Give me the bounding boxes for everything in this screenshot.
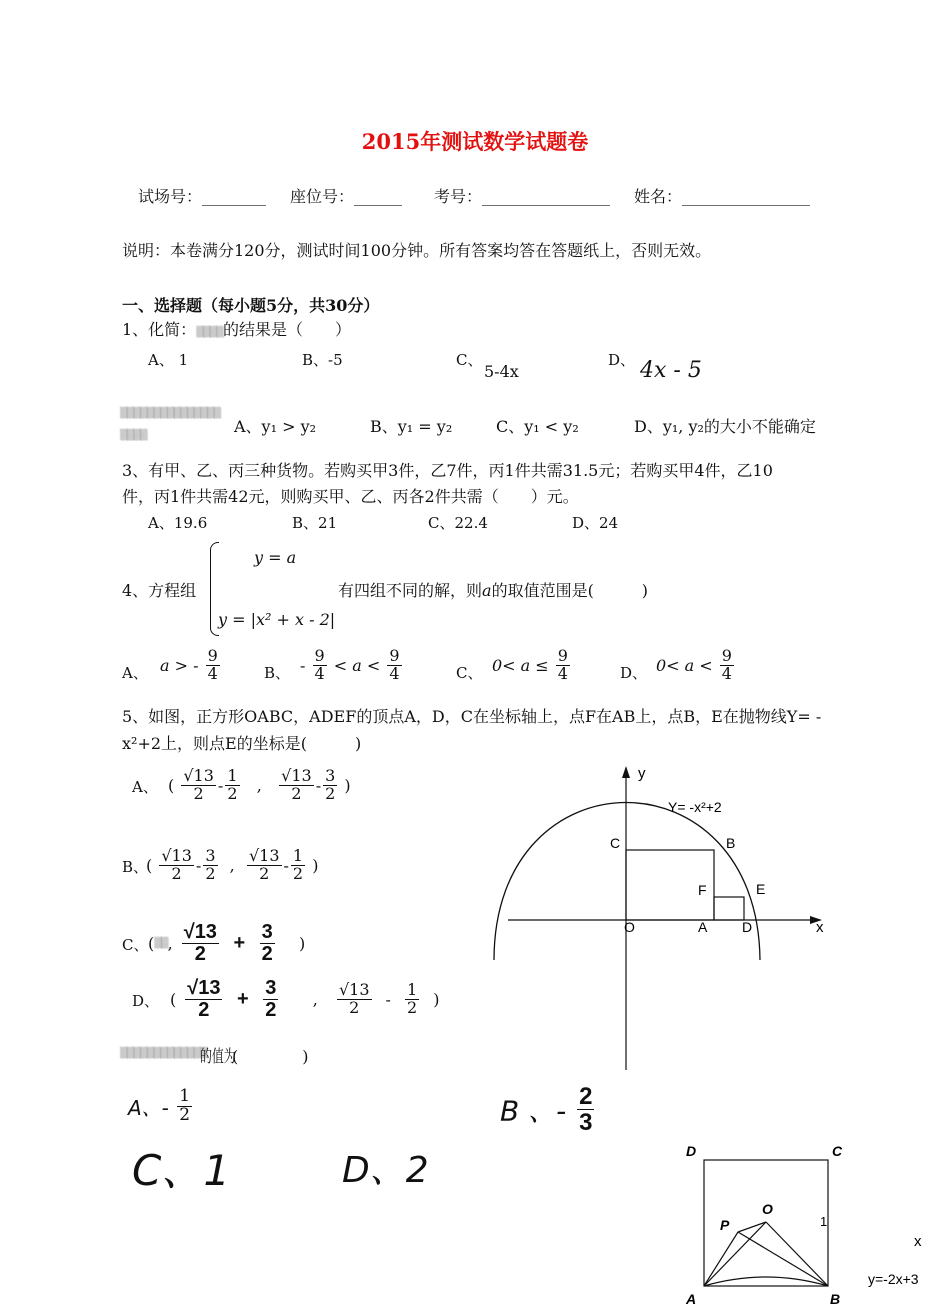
q2-option-c: C、y₁ < y₂ (496, 417, 579, 436)
q5-a-num2: 1 (227, 766, 238, 785)
exam-no-field: 考号：________________ (434, 187, 611, 206)
q4-eq2: y = |x² + x - 2| (218, 610, 336, 629)
point-a: A (698, 919, 708, 935)
point-o: O (624, 919, 635, 935)
square-adef (714, 897, 744, 920)
q3-line2: 件，丙1件共需42元，则购买甲、乙、丙各2件共需（ ）元。 (122, 487, 579, 506)
square-figure (676, 1140, 950, 1316)
label-one: 1 (820, 1214, 828, 1229)
q4-b-mid: < a < (333, 655, 381, 675)
q4-c-den: 4 (557, 663, 568, 683)
q6-option-a (128, 1088, 194, 1125)
q6-b-label: B 、- (500, 1094, 567, 1128)
q5-b-den2: 2 (205, 863, 216, 883)
q1-stem-pre: 1、化简： (122, 320, 197, 339)
q4-condition (338, 578, 648, 601)
q4-b-den2: 4 (389, 663, 400, 683)
label-b: B (830, 1291, 841, 1307)
q4-a-den: 4 (207, 663, 218, 683)
q5-option-c: (▒▒, $\frac{√13}{2}$ + $\frac{3}{2}$ ) (148, 921, 306, 965)
point-b: B (726, 835, 736, 851)
q6-option-b (500, 1084, 596, 1135)
label-p: P (720, 1217, 730, 1233)
q5-b-num4: 1 (292, 846, 304, 865)
point-e: E (756, 881, 766, 897)
q6-option-c: C、1 (132, 1146, 231, 1195)
q5-a-den3: 2 (291, 783, 302, 803)
q4-c-expr: 0< a ≤ (492, 655, 549, 675)
q5-d-sqrt1: √13 (187, 977, 221, 999)
q4-a-frac (206, 648, 220, 683)
q5-a-num4: 3 (325, 766, 336, 785)
q5-d-den2: 2 (265, 999, 277, 1021)
q5-d-num4: 1 (407, 980, 418, 1000)
q1-option-d-label: D、 (608, 351, 636, 369)
q2-option-a: A、y₁ > y₂ (234, 417, 317, 436)
q4-b-frac2 (387, 648, 401, 683)
q4-eq1: y = a (254, 548, 297, 567)
q5-c-blurred-frac: ▒▒ (154, 938, 168, 949)
q1-option-c-value: 5-4x (484, 362, 519, 381)
q5-c-den1: 2 (194, 943, 206, 965)
q5-a-den2: 2 (227, 783, 238, 803)
q1-option-c-label: C、 (456, 351, 483, 369)
q5-b-den3: 2 (259, 863, 270, 883)
q5-option-d-label: D、 (132, 992, 160, 1010)
q2-option-b: B、y₁ = y₂ (370, 417, 453, 436)
q5-b-sqrt1: √13 (161, 846, 192, 865)
q5-b-den4: 2 (292, 863, 304, 883)
q5-option-b: ( $\frac{√13}{2}$ - $\frac{3}{2}$ , $\frac{√13}{2}$ - $\frac{1}{2}$ ) (146, 846, 319, 883)
q5-line2: x²+2上，则点E的坐标是( ) (122, 734, 362, 753)
q6-a-label: A、- (128, 1095, 169, 1120)
room-field: 试场号：________ (138, 187, 267, 206)
q3-option-b: B、21 (292, 514, 338, 532)
parabola-curve (494, 803, 760, 961)
q4-d-den: 4 (721, 663, 732, 683)
q5-a-sqrt2: √13 (281, 766, 312, 785)
arc-ab (704, 1277, 828, 1286)
q1-option-b: B、-5 (302, 351, 343, 369)
q4-label: 4、方程组 (122, 581, 197, 600)
q5-a-den4: 2 (325, 783, 336, 803)
x-axis-label: x (816, 919, 824, 936)
q4-b-frac1 (313, 648, 327, 683)
label-line-eq: y=-2x+3 (868, 1271, 919, 1287)
section-heading: 一、选择题（每小题5分，共30分） (122, 296, 380, 315)
q5-b-den1: 2 (171, 863, 182, 883)
q5-d-sqrt2: √13 (338, 980, 370, 1000)
q5-c-den2: 2 (261, 943, 273, 965)
name-field: 姓名：________________ (634, 187, 811, 206)
q5-b-sqrt2: √13 (248, 846, 280, 865)
q4-b-num1: 9 (314, 646, 325, 665)
y-axis-label: y (638, 765, 646, 782)
q3-option-c: C、22.4 (428, 514, 488, 532)
label-o: O (762, 1201, 773, 1217)
q6-option-d: D、2 (342, 1150, 429, 1191)
q6-a-den: 2 (179, 1104, 191, 1125)
q4-a-expr: a > - (160, 655, 199, 675)
label-c: C (832, 1143, 843, 1159)
q5-d-den4: 2 (407, 998, 418, 1017)
q5-a-den1: 2 (193, 783, 204, 803)
point-d: D (742, 919, 753, 935)
segment-ao (704, 1222, 766, 1286)
q4-d-frac (720, 648, 734, 683)
q5-option-b-label: B、 (122, 858, 149, 876)
label-x: x (914, 1233, 922, 1250)
q4-var: a (482, 581, 492, 600)
q4-b-pre: - (300, 655, 306, 675)
q2-option-d: D、y₁, y₂的大小不能确定 (634, 417, 816, 436)
q5-d-den1: 2 (198, 999, 210, 1021)
q4-option-c (492, 648, 572, 683)
q5-option-a: ( $\frac{√13}{2}$ - $\frac{1}{2}$ , $\frac{√13}{2}$ - $\frac{3}{2}$ ) (168, 766, 351, 803)
q4-post2: 的取值范围是( ) (491, 581, 649, 600)
y-axis-arrow (622, 766, 630, 778)
q5-line1: 5、如图，正方形OABC，ADEF的顶点A，D，C在坐标轴上，点F在AB上，点B，E在抛物线Y= - (122, 707, 822, 726)
q5-d-num2: 3 (265, 977, 277, 999)
point-f: F (698, 882, 707, 898)
q4-post: 有四组不同的解，则 (338, 581, 483, 600)
q5-d-den3: 2 (349, 998, 360, 1017)
q6-blurred-stem: ▒▒▒▒▒▒▒▒▒▒▒▒▒ (120, 1048, 207, 1059)
q6-b-num: 2 (579, 1083, 593, 1110)
q4-option-a (160, 648, 222, 683)
label-d: D (686, 1143, 697, 1159)
page-title: 2015年测试数学试题卷 (361, 129, 589, 154)
segment-ap (704, 1232, 738, 1286)
parabola-figure (480, 760, 840, 1070)
q1-stem-post: 的结果是（ ） (222, 320, 351, 339)
q4-option-d-label: D、 (620, 664, 648, 682)
q2-blurred-stem: ▒▒▒▒▒▒▒▒▒▒▒▒▒▒▒ (120, 408, 221, 419)
q6-a-num: 1 (179, 1086, 191, 1106)
q4-d-num: 9 (721, 646, 732, 665)
q5-a-sqrt1: √13 (183, 766, 214, 785)
q4-c-frac (556, 648, 570, 683)
q6-b-den: 3 (579, 1109, 593, 1137)
q4-b-num2: 9 (389, 646, 400, 665)
q1-stem (122, 317, 351, 340)
q5-option-c-label: C、 (122, 936, 149, 954)
q3-line1: 3、有甲、乙、丙三种货物。若购买甲3件，乙7件，丙1件共需31.5元；若购买甲4件，乙10 (122, 461, 773, 480)
q4-b-den1: 4 (314, 663, 325, 683)
q4-d-expr: 0< a < (656, 655, 713, 675)
q2-blurred-stem-2: ▒▒▒▒ (120, 430, 147, 441)
q6-stem-post: 的值为 (200, 1047, 236, 1067)
q3-option-a: A、19.6 (148, 514, 208, 532)
q4-option-c-label: C、 (456, 664, 483, 682)
q1-option-d-value: 4x - 5 (640, 358, 702, 383)
q4-option-d (656, 648, 736, 683)
instructions: 说明：本卷满分120分，测试时间100分钟。所有答案均答在答题纸上，否则无效。 (122, 241, 712, 260)
q5-option-d: ( $\frac{√13}{2}$ + $\frac{3}{2}$ , $\frac{√13}{2}$ - $\frac{1}{2}$ ) (170, 977, 440, 1021)
q4-a-num: 9 (207, 646, 218, 665)
q5-option-a-label: A、 (132, 778, 158, 796)
q4-option-a-label: A、 (122, 664, 148, 682)
q3-option-d: D、24 (572, 514, 619, 532)
q1-blurred-expression: ▒▒▒▒ (196, 327, 223, 338)
curve-label: Y= -x²+2 (668, 799, 722, 815)
q5-b-num2: 3 (205, 846, 216, 865)
label-a: A (686, 1291, 697, 1307)
q6-paren: ( ) (232, 1047, 309, 1066)
seat-field: 座位号：______ (290, 187, 403, 206)
q5-c-num2: 3 (261, 921, 273, 943)
q5-c-sqrt: √13 (183, 921, 217, 943)
q4-option-b-label: B、 (264, 664, 291, 682)
q4-option-b (300, 648, 404, 683)
point-c: C (610, 835, 621, 851)
q1-option-a: A、 1 (148, 351, 189, 369)
q4-c-num: 9 (557, 646, 568, 665)
